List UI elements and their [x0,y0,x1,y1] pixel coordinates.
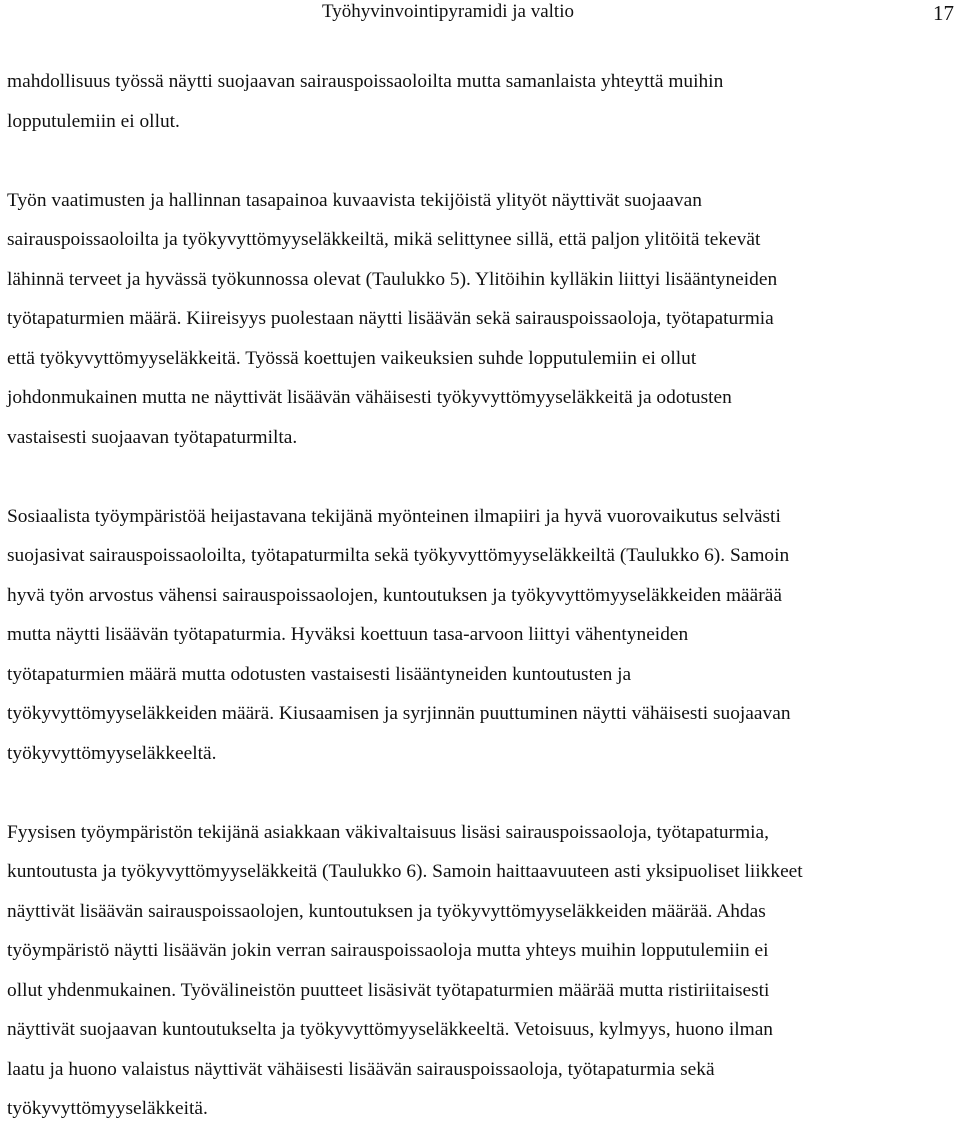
paragraph-1 [7,62,955,141]
text-line: työkyvyttömyyseläkkeitä. [7,1098,208,1119]
text-line: että työkyvyttömyyseläkkeitä. Työssä koettujen vaikeuksien suhde lopputulemiin ei ollut [7,347,697,369]
text-line: johdonmukainen mutta ne näyttivät lisäävän vähäisesti työkyvyttömyyseläkkeitä ja odotusten [7,387,732,408]
text-line: hyvä työn arvostus vähensi sairauspoissaolojen, kuntoutuksen ja työkyvyttömyyseläkkeiden määrää [7,584,782,606]
text-line: sairauspoissaoloilta ja työkyvyttömyyseläkkeiltä, mikä selittynee sillä, että paljon ylitöitä tekevät [7,229,761,250]
paragraph-4 [7,813,955,1129]
text-line: laatu ja huono valaistus näyttivät vähäisesti lisäävän sairauspoissaoloja, työtapaturmia sekä [7,1058,715,1080]
text-line: mutta näytti lisäävän työtapaturmia. Hyväksi koettuun tasa-arvoon liittyi vähentyneiden [7,624,689,645]
text-line: työympäristö näytti lisäävän jokin verran sairauspoissaoloja mutta yhteys muihin lopputulemiin ei [7,940,769,961]
text-line: vastaisesti suojaavan työtapaturmilta. [7,426,298,448]
text-line: työkyvyttömyyseläkkeeltä. [7,742,217,764]
text-line: mahdollisuus työssä näytti suojaavan sairauspoissaoloilta mutta samanlaista yhteyttä muihin [7,71,724,92]
text-line: näyttivät lisäävän sairauspoissaolojen, kuntoutuksen ja työkyvyttömyyseläkkeiden määrää. Ahdas [7,900,766,922]
running-header [7,0,954,26]
text-line: Työn vaatimusten ja hallinnan tasapainoa kuvaavista tekijöistä ylityöt näyttivät suojaavan [7,189,702,211]
text-line: suojasivat sairauspoissaoloilta, työtapaturmilta sekä työkyvyttömyyseläkkeiltä (Taulukko 6). Samoin [7,545,790,566]
text-line: ollut yhdenmukainen. Työvälineistön puutteet lisäsivät työtapaturmien määrää mutta ristiriitaisesti [7,979,770,1001]
text-line: lopputulemiin ei ollut. [7,110,180,132]
body-text [7,62,955,1129]
text-line: Sosiaalista työympäristöä heijastavana tekijänä myönteinen ilmapiiri ja hyvä vuorovaikutus selvästi [7,505,781,527]
header-title: Työhyvinvointipyramidi ja valtio [322,1,574,22]
text-line: lähinnä terveet ja hyvässä työkunnossa olevat (Taulukko 5). Ylitöihin kylläkin liittyi lisääntyneiden [7,268,778,290]
text-line: työtapaturmien määrä mutta odotusten vastaisesti lisääntyneiden kuntoutusten ja [7,663,632,685]
paragraph-2 [7,181,955,458]
text-line: työtapaturmien määrä. Kiireisyys puolestaan näytti lisäävän sekä sairauspoissaoloja, työtapaturmia [7,308,774,329]
text-line: kuntoutusta ja työkyvyttömyyseläkkeitä (Taulukko 6). Samoin haittaavuuteen asti yksipuoliset liikkeet [7,861,803,882]
paragraph-3 [7,497,955,774]
page-number: 17 [933,1,954,25]
text-line: työkyvyttömyyseläkkeiden määrä. Kiusaamisen ja syrjinnän puuttuminen näytti vähäisesti suojaavan [7,703,791,724]
text-line: näyttivät suojaavan kuntoutukselta ja työkyvyttömyyseläkkeeltä. Vetoisuus, kylmyys, huono ilman [7,1019,774,1040]
text-line: Fyysisen työympäristön tekijänä asiakkaan väkivaltaisuus lisäsi sairauspoissaoloja, työtapaturmia, [7,821,770,843]
